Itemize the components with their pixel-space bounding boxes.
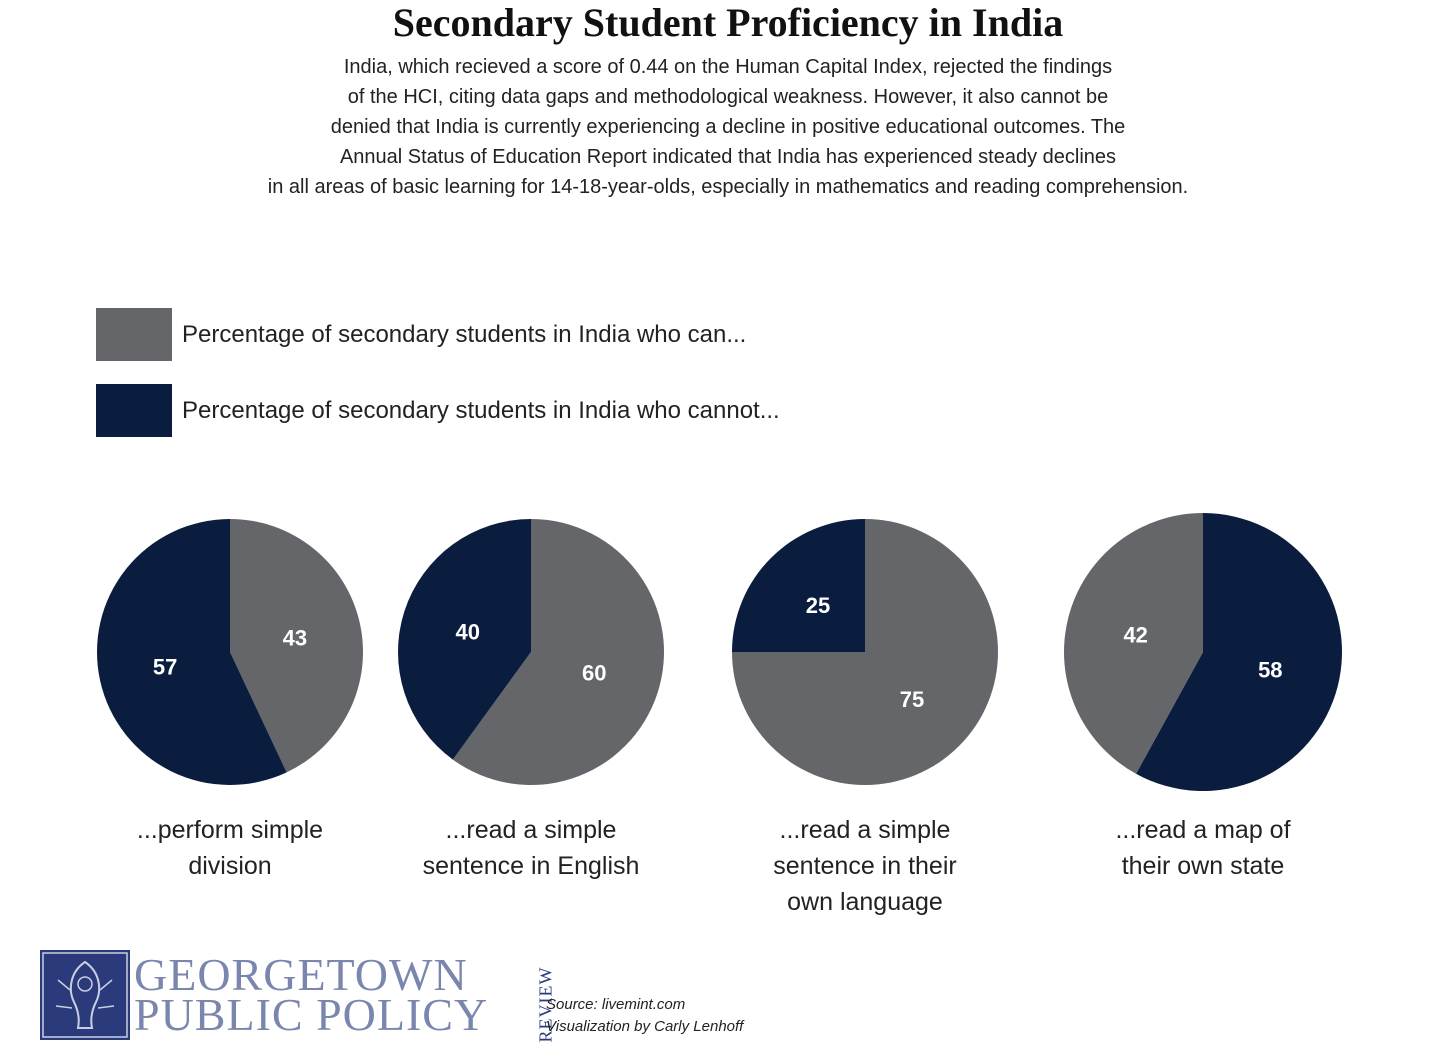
pie-caption-map: [1053, 812, 1353, 884]
pie-slice-label: 25: [805, 592, 831, 618]
description-line: in all areas of basic learning for 14-18-year-olds, especially in mathematics and reading comprehension.: [267, 176, 1189, 198]
georgetown-seal-logo: [40, 950, 130, 1040]
pie-slice-label: 40: [455, 619, 480, 645]
caption-line: ...read a simple: [779, 816, 951, 844]
caption-line: own language: [787, 888, 943, 916]
caption-line: their own state: [1121, 852, 1285, 880]
pie-caption-division: [80, 812, 380, 884]
caption-line: ...perform simple: [136, 816, 324, 844]
pie-slice-label: 58: [1258, 657, 1283, 683]
brand-name-line2: PUBLIC POLICY: [134, 989, 489, 1040]
pie-caption-own-language: [715, 812, 1015, 920]
legend-label-can: Percentage of secondary students in India who can...: [182, 321, 747, 348]
chart-title: Secondary Student Proficiency in India: [392, 0, 1064, 45]
pie-slice-label: 57: [152, 654, 178, 680]
caption-line: sentence in their: [773, 852, 957, 880]
description-line: India, which recieved a score of 0.44 on the Human Capital Index, rejected the findings: [343, 56, 1113, 78]
source-credit: Source: livemint.com: [546, 996, 686, 1013]
pie-caption-english: [381, 812, 681, 884]
caption-line: sentence in English: [422, 852, 640, 880]
caption-line: ...read a map of: [1115, 816, 1291, 844]
pie-slice-label: 60: [582, 660, 607, 686]
caption-line: ...read a simple: [445, 816, 617, 844]
brand-name-line1: GEORGETOWN: [134, 949, 468, 1000]
brand-review-label: REVIEW: [535, 966, 556, 1043]
visualization-credit: Visualization by Carly Lenhoff: [546, 1018, 744, 1035]
description-line: denied that India is currently experiencing a decline in positive educational outcomes. The: [330, 116, 1126, 138]
pie-slice-label: 43: [282, 625, 308, 651]
legend-label-cannot: Percentage of secondary students in India who cannot...: [182, 397, 780, 424]
caption-line: division: [188, 852, 272, 880]
description-line: of the HCI, citing data gaps and methodological weakness. However, it also cannot be: [347, 86, 1109, 108]
description-line: Annual Status of Education Report indicated that India has experienced steady declines: [339, 146, 1117, 168]
pie-slice-label: 42: [1123, 622, 1148, 648]
pie-slice-cannot: [732, 519, 865, 652]
pie-slice-label: 75: [899, 687, 925, 713]
